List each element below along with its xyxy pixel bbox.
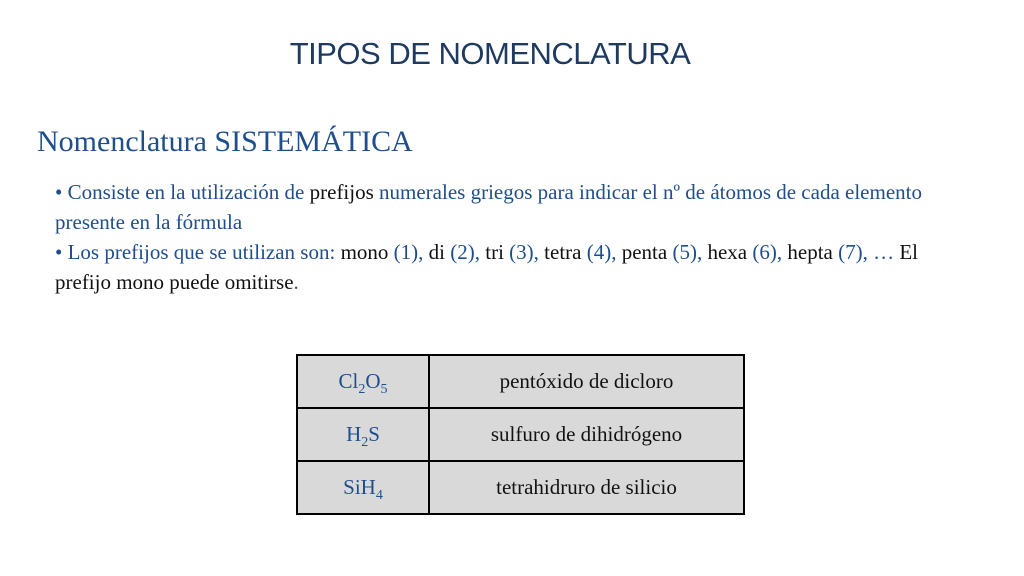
bullet-item-1 [55,177,975,237]
bullet-1-text-a: • Consiste en la utilización de [55,180,310,204]
formula-cell [297,355,429,408]
prefix-hexa-count: (6), [747,240,788,264]
bullet-item-2 [55,237,975,297]
formula-cell [297,408,429,461]
bullet-1-highlight: prefijos [309,180,374,204]
prefix-tri: tri [485,240,504,264]
table-row [297,355,744,408]
prefix-penta-count: (5), [667,240,708,264]
compound-name-cell: tetrahidruro de silicio [429,461,744,514]
formula-symbol: O [365,369,381,393]
formula-subscript: 4 [375,488,383,503]
prefix-di-count: (2), [445,240,486,264]
compound-name-cell: sulfuro de dihidrógeno [429,408,744,461]
bullet-1-text-b: numerales griegos para indicar el nº de átomos de cada elemento presente en la fórmula [55,180,922,234]
omit-note-period: . [293,270,299,294]
prefix-hepta: hepta [787,240,833,264]
formula-table [296,354,745,515]
prefix-mono-count: (1), [388,240,429,264]
bullet-2-intro: • Los prefijos que se utilizan son: [55,240,341,264]
prefix-tri-count: (3), [503,240,545,264]
table-row [297,461,744,514]
formula-symbol: H [346,422,362,446]
bullet-list [55,177,975,297]
prefix-hexa: hexa [707,240,748,264]
formula-subscript: 2 [361,435,369,450]
formula-subscript: 2 [358,382,366,397]
slide-title: TIPOS DE NOMENCLATURA [289,36,691,71]
formula-symbol: Cl [338,369,359,393]
prefix-mono: mono [340,240,389,264]
prefix-tetra: tetra [544,240,582,264]
formula-cell [297,461,429,514]
formula-subscript: 5 [380,382,388,397]
section-subtitle: Nomenclatura SISTEMÁTICA [37,125,413,158]
compound-name-cell: pentóxido de dicloro [429,355,744,408]
formula-symbol: S [368,422,380,446]
prefix-tetra-count: (4), [581,240,622,264]
formula-symbol: SiH [343,475,376,499]
omit-note: El prefijo mono puede omitirse [55,240,919,294]
table-row [297,408,744,461]
prefix-hepta-count: (7), … [832,240,900,264]
prefix-di: di [428,240,445,264]
prefix-penta: penta [621,240,668,264]
